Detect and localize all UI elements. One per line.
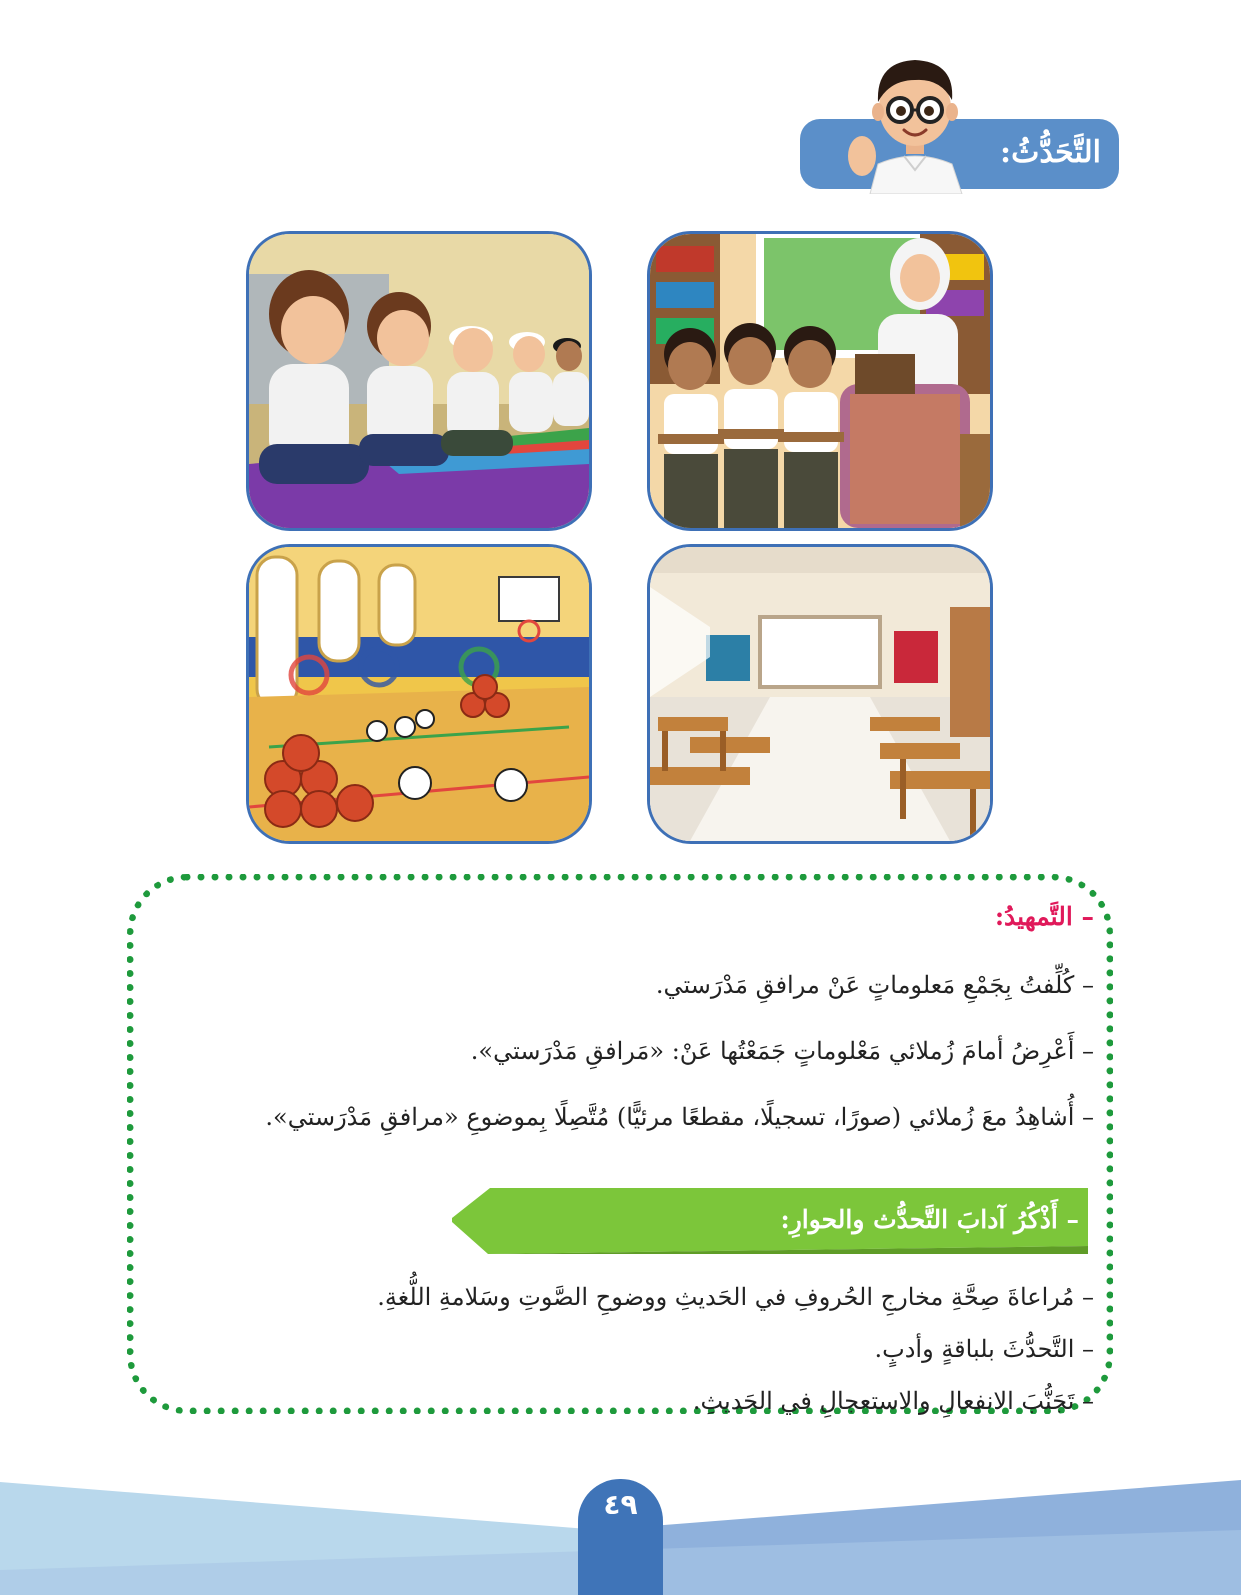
etiquette-item: – تَجَنُّبَ الانفعالِ والاستعجالِ في الحَديثِ. [692,1387,1094,1415]
section-title: التَّحَدُّثُ: [1000,135,1101,170]
empty-classroom-image [647,544,993,844]
etiquette-heading: – أَذْكُرُ آدابَ التَّحدُّث والحوارِ: [780,1205,1079,1234]
intro-item: – أُشاهِدُ معَ زُملائي (صورًا، تسجيلًا، مقطعًا مرئيًّا) مُتَّصِلًا بِموضوعِ «مرافقِ مَدْرَستي». [265,1103,1094,1131]
school-gym-image [246,544,592,844]
intro-heading: – التَّمهيدُ: [994,902,1094,931]
boy-mascot-waving [840,52,990,194]
students-praying-image [246,231,592,531]
intro-item: – أَعْرِضُ أمامَ زُملائي مَعْلوماتٍ جَمَعْتُها عَنْ: «مَرافقِ مَدْرَستي». [470,1037,1094,1065]
etiquette-item: – التَّحدُّثَ بلباقةٍ وأدبٍ. [874,1335,1094,1363]
intro-item: – كُلِّفتُ بِجَمْعِ مَعلوماتٍ عَنْ مرافقِ مَدْرَستي. [655,971,1094,999]
etiquette-item: – مُراعاةَ صِحَّةِ مخارجِ الحُروفِ في الحَديثِ ووضوحِ الصَّوتِ وسَلامةِ اللُّغةِ. [377,1283,1094,1311]
page-number: ٤٩ [603,1488,638,1521]
teacher-reading-image [647,231,993,531]
